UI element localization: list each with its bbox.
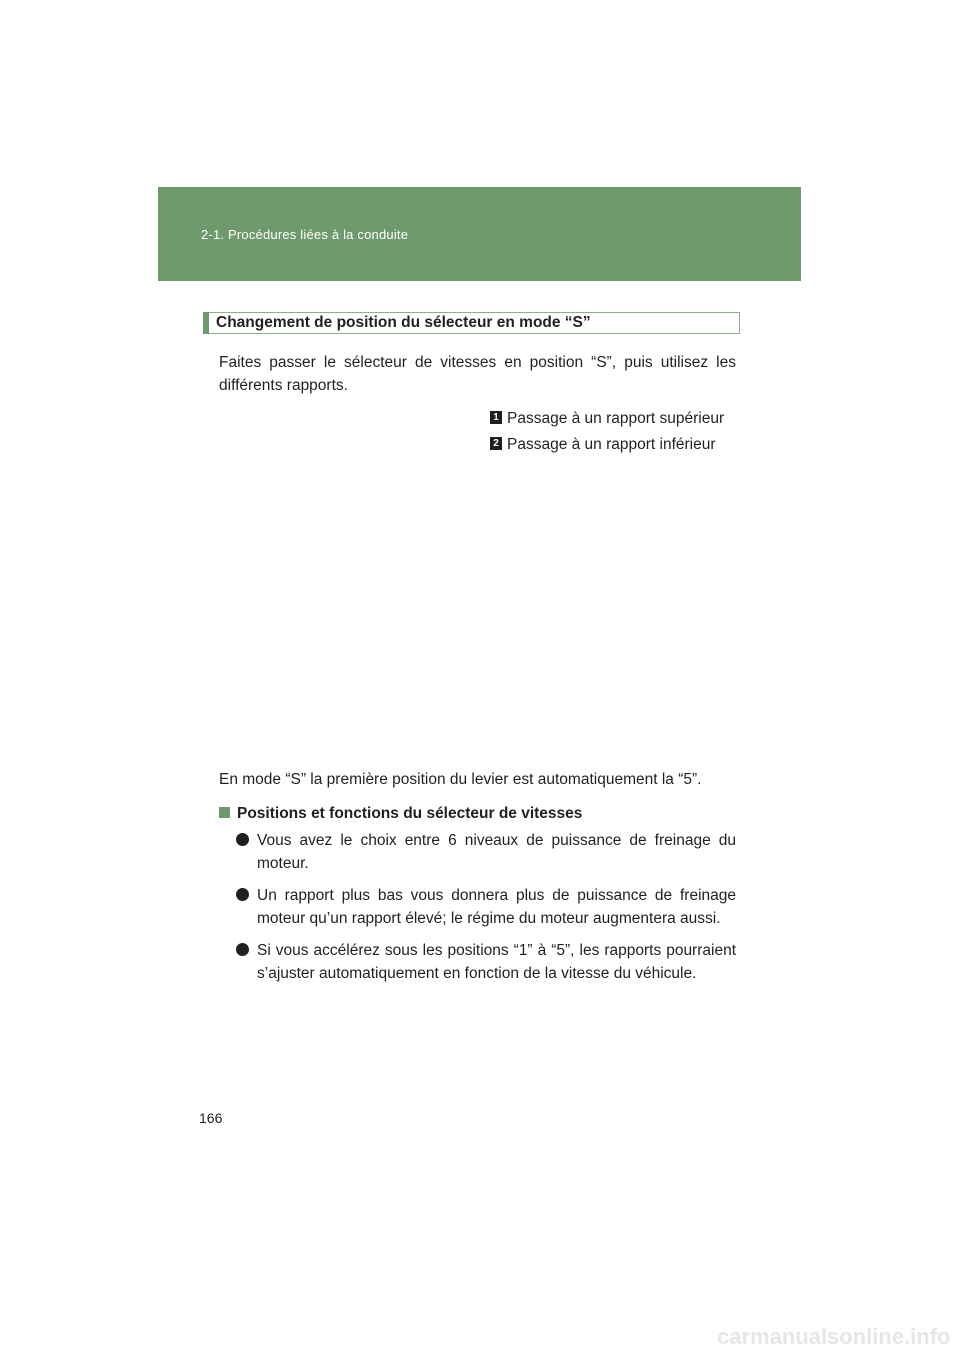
legend-text: Passage à un rapport inférieur bbox=[507, 436, 716, 453]
subheading-text: Positions et fonctions du sélecteur de vitesses bbox=[237, 805, 583, 822]
bullet-dot-icon bbox=[236, 833, 249, 846]
title-accent-bar bbox=[203, 312, 209, 334]
bullet-text: Un rapport plus bas vous donnera plus de puissance de freinage moteur qu’un rapport élevé; le régime du moteur augmentera aussi. bbox=[257, 887, 736, 927]
bullet-dot-icon bbox=[236, 943, 249, 956]
mode-note: En mode “S” la première position du levier est automatiquement la “5”. bbox=[219, 771, 702, 788]
section-header bbox=[158, 187, 801, 281]
green-square-icon bbox=[219, 807, 230, 818]
bullet-item bbox=[236, 884, 736, 930]
bullet-text: Vous avez le choix entre 6 niveaux de puissance de freinage du moteur. bbox=[257, 832, 736, 872]
topic-title-box bbox=[203, 312, 740, 334]
watermark-text: carmanualsonline.info bbox=[717, 1324, 951, 1349]
legend-number-badge: 1 bbox=[490, 411, 502, 424]
legend-number-badge: 2 bbox=[490, 437, 502, 450]
bullet-text: Si vous accélérez sous les positions “1” à “5”, les rapports pourraient s’ajuster automatiquement en fonction de la vitesse du véhicule. bbox=[257, 942, 736, 982]
intro-paragraph: Faites passer le sélecteur de vitesses en position “S”, puis utilisez les différents rapports. bbox=[219, 354, 736, 394]
legend-item-upshift bbox=[490, 410, 724, 428]
subheading bbox=[219, 805, 582, 823]
topic-title: Changement de position du sélecteur en mode “S” bbox=[216, 314, 591, 331]
page-number: 166 bbox=[199, 1110, 223, 1126]
section-label: 2-1. Procédures liées à la conduite bbox=[201, 227, 409, 242]
legend-item-downshift bbox=[490, 436, 716, 454]
bullet-dot-icon bbox=[236, 888, 249, 901]
bullet-item bbox=[236, 829, 736, 875]
legend-text: Passage à un rapport supérieur bbox=[507, 410, 725, 427]
illustration-area bbox=[219, 470, 739, 760]
bullet-item bbox=[236, 939, 736, 985]
watermark-logo bbox=[717, 1318, 957, 1354]
